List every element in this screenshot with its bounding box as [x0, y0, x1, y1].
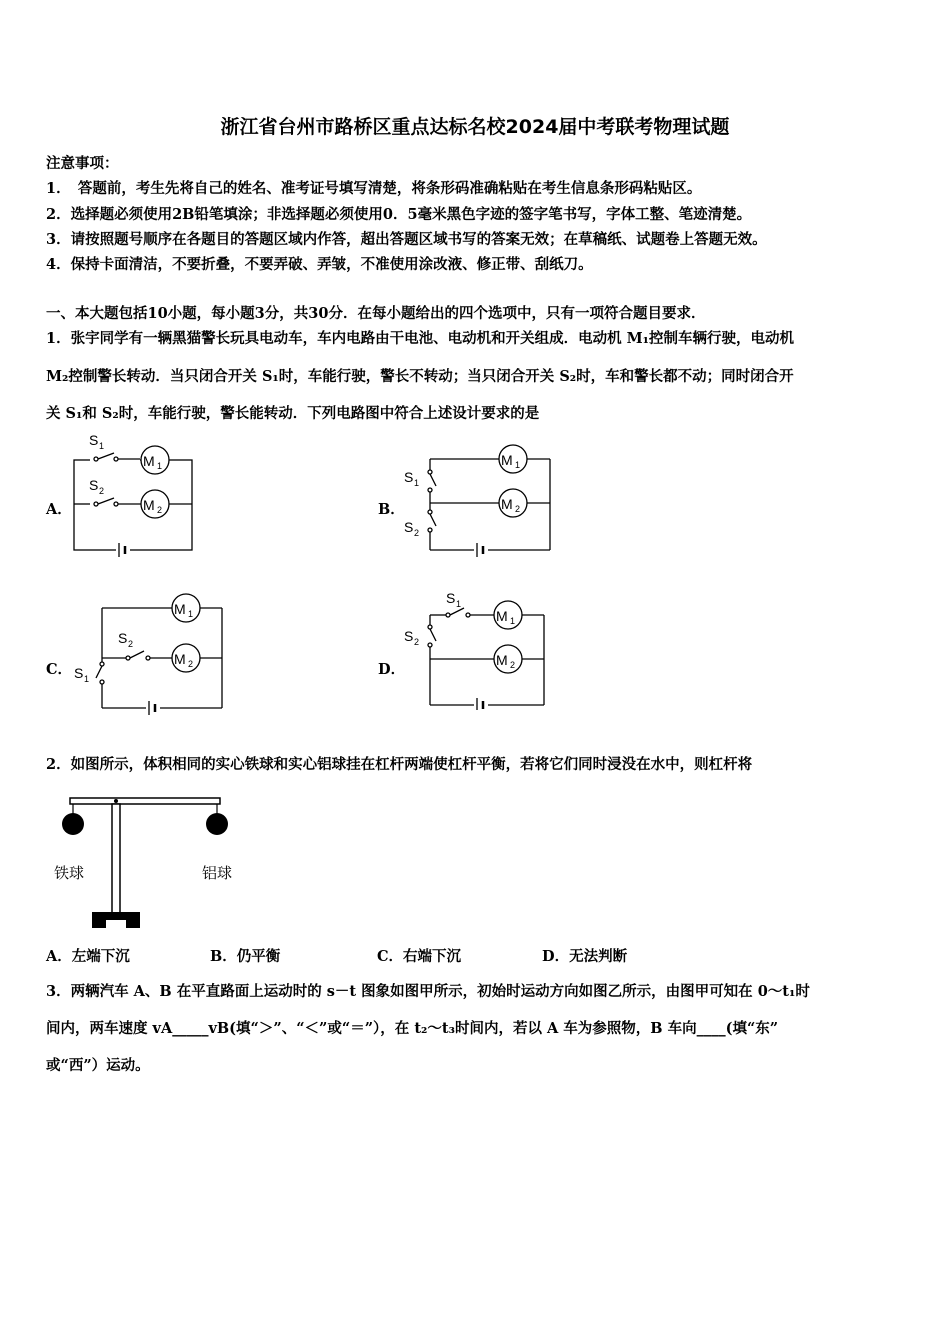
q2-option-a: A．左端下沉 [46, 948, 130, 965]
svg-text:1: 1 [157, 461, 163, 471]
svg-text:1: 1 [456, 599, 462, 609]
svg-text:S: S [404, 469, 414, 485]
notice-item: 4．保持卡面清洁，不要折叠，不要弄破、弄皱，不准使用涂改液、修正带、刮纸刀。 [46, 256, 593, 273]
svg-text:M: M [501, 452, 513, 468]
svg-text:M: M [496, 652, 508, 668]
q1-text-line2: M₂控制警长转动．当只闭合开关 S₁时，车能行驶，警长不转动；当只闭合开关 S₂时，车和警长都不动；同时闭合开 [46, 368, 794, 385]
q2-stem: 2．如图所示，体积相同的实心铁球和实心铝球挂在杠杆两端使杠杆平衡，若将它们同时浸没在水中，则杠杆将 [46, 756, 753, 773]
q1-option-b-label: B． [378, 501, 405, 518]
q2-option-b: B．仍平衡 [210, 948, 281, 965]
page-title: 浙江省台州市路桥区重点达标名校2024届中考联考物理试题 [220, 116, 730, 138]
notice-item: 1． 答题前，考生先将自己的姓名、准考证号填写清楚，将条形码准确粘贴在考生信息条形码粘贴区。 [46, 180, 702, 197]
q3-text-line3: 或“西”）运动。 [46, 1057, 150, 1074]
svg-text:S: S [74, 665, 84, 681]
svg-text:S: S [404, 519, 414, 535]
q2-option-c: C．右端下沉 [377, 948, 462, 965]
svg-text:2: 2 [188, 659, 194, 669]
svg-text:S: S [118, 630, 128, 646]
aluminum-ball-label: 铝球 [202, 865, 233, 882]
svg-text:1: 1 [188, 609, 194, 619]
svg-text:2: 2 [157, 505, 163, 515]
q1-option-a-label: A． [46, 501, 72, 518]
svg-text:1: 1 [510, 616, 516, 626]
svg-text:2: 2 [99, 486, 105, 496]
circuit-diagram-c [66, 590, 236, 715]
svg-text:M: M [174, 601, 186, 617]
notice-item: 3．请按照题号顺序在各题目的答题区域内作答，超出答题区域书写的答案无效；在草稿纸、试题卷上答题无效。 [46, 231, 767, 248]
notice-item: 2．选择题必须使用2B铅笔填涂；非选择题必须使用0．5毫米黑色字迹的签字笔书写，字体工整、笔迹清楚。 [46, 206, 752, 223]
svg-text:2: 2 [414, 637, 420, 647]
svg-text:M: M [501, 496, 513, 512]
circuit-diagram-a [60, 428, 200, 558]
svg-text:2: 2 [128, 639, 134, 649]
svg-text:1: 1 [414, 478, 420, 488]
svg-text:1: 1 [99, 441, 105, 451]
iron-ball-label: 铁球 [54, 865, 85, 882]
svg-text:2: 2 [510, 660, 516, 670]
svg-text:M: M [174, 651, 186, 667]
svg-text:M: M [496, 608, 508, 624]
svg-text:2: 2 [515, 504, 521, 514]
svg-text:M: M [143, 497, 155, 513]
circuit-diagram-b [400, 440, 560, 560]
svg-text:S: S [446, 590, 456, 606]
q1-text-line1: 1．张宇同学有一辆黑猫警长玩具电动车，车内电路由干电池、电动机和开关组成．电动机 M₁控制车辆行驶，电动机 [46, 330, 795, 347]
q3-text-line2: 间内，两车速度 vA_____vB(填“＞”、“＜”或“＝”），在 t₂～t₃时间内，若以 A 车为参照物，B 车向____(填“东” [46, 1020, 779, 1037]
q2-option-d: D．无法判断 [542, 948, 628, 965]
svg-text:M: M [143, 453, 155, 469]
circuit-diagram-d [400, 585, 560, 710]
notice-heading: 注意事项： [46, 155, 119, 172]
q1-option-d-label: D． [378, 661, 406, 678]
section-heading: 一、本大题包括10小题，每小题3分，共30分．在每小题给出的四个选项中，只有一项符合题目要求． [46, 305, 706, 322]
q3-text-line1: 3．两辆汽车 A、B 在平直路面上运动时的 s－t 图象如图甲所示，初始时运动方向如图乙所示，由图甲可知在 0～t₁时 [46, 983, 810, 1000]
svg-text:2: 2 [414, 528, 420, 538]
svg-text:1: 1 [515, 460, 521, 470]
q1-option-c-label: C． [46, 661, 73, 678]
lever-figure [46, 792, 246, 932]
svg-text:1: 1 [84, 674, 90, 684]
q1-text-line3: 关 S₁和 S₂时，车能行驶，警长能转动．下列电路图中符合上述设计要求的是 [46, 405, 540, 422]
svg-text:S: S [89, 477, 99, 493]
svg-text:S: S [89, 432, 99, 448]
svg-text:S: S [404, 628, 414, 644]
